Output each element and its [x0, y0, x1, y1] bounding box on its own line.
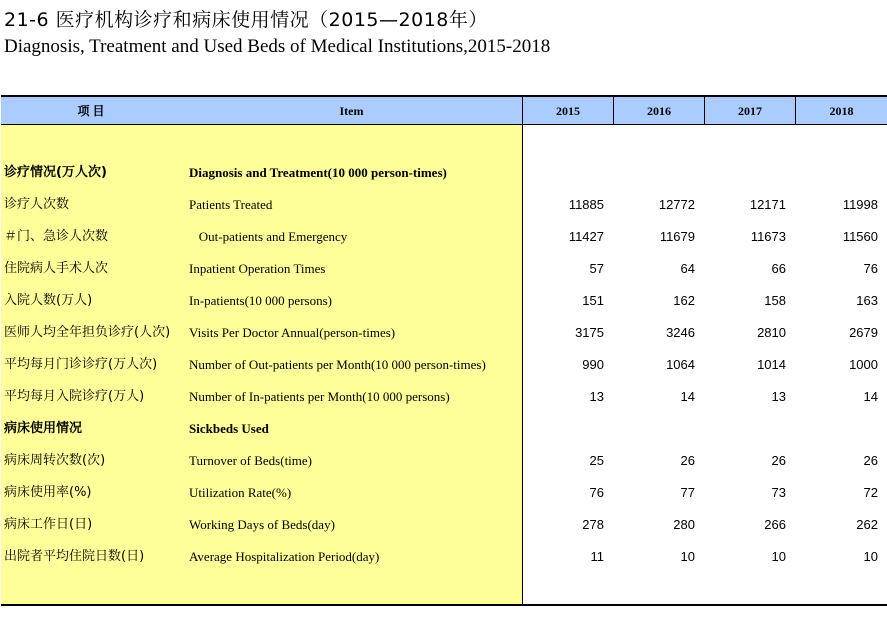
table-row — [1, 221, 887, 253]
value-cell-2018: 14 — [863, 389, 878, 404]
statistics-table — [1, 95, 887, 606]
value-cell-2015: 76 — [589, 485, 604, 500]
value-cell-2015: 13 — [589, 389, 604, 404]
value-cell-2016: 162 — [673, 293, 695, 308]
row-label-chinese: 病床周转次数(次) — [4, 453, 106, 468]
page-title-english: Diagnosis, Treatment and Used Beds of Medical Institutions,2015-2018 — [4, 36, 551, 57]
value-cell-2017: 2810 — [757, 325, 786, 340]
value-cell-2016 — [615, 413, 695, 445]
value-cell-2018 — [798, 413, 878, 445]
row-label-chinese: 诊疗人次数 — [4, 197, 70, 212]
row-label-chinese: 出院者平均住院日数(日) — [4, 549, 145, 564]
value-cell-2017: 158 — [764, 293, 786, 308]
value-cell-2017 — [706, 413, 786, 445]
table-header — [1, 95, 887, 125]
table-row — [1, 189, 887, 221]
value-cell-2018: 26 — [863, 453, 878, 468]
row-label-english: Visits Per Doctor Annual(person-times) — [189, 325, 396, 340]
value-cell-2017: 1014 — [757, 357, 786, 372]
table-row — [1, 509, 887, 541]
value-cell-2016: 64 — [680, 261, 695, 276]
row-label-english: In-patients(10 000 persons) — [189, 293, 332, 308]
value-cell-2016: 10 — [680, 549, 695, 564]
row-label-english: Utilization Rate(%) — [189, 485, 292, 500]
row-label-chinese: 入院人数(万人) — [4, 293, 93, 308]
row-label-english: Inpatient Operation Times — [189, 261, 326, 276]
table-bottom-rule — [1, 604, 887, 606]
row-label-chinese: 病床工作日(日) — [4, 517, 93, 532]
row-label-english: Turnover of Beds(time) — [189, 453, 313, 468]
value-cell-2017: 11673 — [750, 229, 786, 244]
value-cell-2016: 11679 — [659, 229, 695, 244]
value-cell-2016: 280 — [673, 517, 695, 532]
value-cell-2018: 11560 — [842, 229, 878, 244]
value-cell-2015: 990 — [582, 357, 604, 372]
table-row — [1, 253, 887, 285]
value-cell-2015: 11427 — [568, 229, 604, 244]
header-item-english: Item — [339, 104, 364, 118]
value-cell-2016 — [615, 157, 695, 189]
value-cell-2018: 1000 — [849, 357, 878, 372]
table-row — [1, 285, 887, 317]
value-cell-2016: 26 — [680, 453, 695, 468]
value-cell-2015: 57 — [589, 261, 604, 276]
value-cell-2018: 262 — [856, 517, 878, 532]
value-cell-2015: 3175 — [575, 325, 604, 340]
table-row — [1, 445, 887, 477]
table-row — [1, 157, 887, 189]
value-cell-2016: 77 — [680, 485, 695, 500]
table-row — [1, 413, 887, 445]
row-label-chinese: 病床使用情况 — [4, 421, 83, 436]
table-row — [1, 477, 887, 509]
row-label-chinese: ＃门、急诊人次数 — [4, 229, 109, 244]
value-cell-2018: 11998 — [842, 197, 878, 212]
header-item-chinese: 项 目 — [77, 104, 105, 118]
table-row — [1, 541, 887, 573]
value-cell-2016: 12772 — [658, 197, 695, 212]
value-cell-2018: 76 — [863, 261, 878, 276]
row-label-chinese: 医师人均全年担负诊疗(人次) — [4, 325, 171, 340]
value-cell-2018: 163 — [856, 293, 878, 308]
table-row — [1, 381, 887, 413]
value-cell-2018: 10 — [863, 549, 878, 564]
table-row — [1, 349, 887, 381]
value-cell-2018 — [798, 157, 878, 189]
value-cell-2015 — [524, 157, 604, 189]
row-label-english: Out-patients and Emergency — [189, 229, 348, 244]
value-cell-2015: 278 — [582, 517, 604, 532]
row-label-chinese: 病床使用率(%) — [4, 485, 92, 500]
value-cell-2015: 11885 — [568, 197, 604, 212]
row-label-english: Diagnosis and Treatment(10 000 person-times) — [189, 165, 447, 180]
header-year-2016: 2016 — [647, 104, 671, 118]
value-cell-2017: 13 — [771, 389, 786, 404]
row-label-english: Sickbeds Used — [189, 421, 269, 436]
row-label-english: Number of Out-patients per Month(10 000 person-times) — [189, 357, 486, 372]
value-cell-2017: 66 — [771, 261, 786, 276]
value-cell-2017: 10 — [771, 549, 786, 564]
value-cell-2017: 266 — [764, 517, 786, 532]
value-cell-2016: 3246 — [666, 325, 695, 340]
row-label-chinese: 住院病人手术人次 — [4, 261, 109, 276]
table-row — [1, 317, 887, 349]
value-cell-2016: 1064 — [666, 357, 695, 372]
row-label-english: Number of In-patients per Month(10 000 persons) — [189, 389, 450, 404]
value-cell-2016: 14 — [680, 389, 695, 404]
header-year-2015: 2015 — [556, 104, 580, 118]
value-cell-2015: 25 — [589, 453, 604, 468]
value-cell-2017: 73 — [771, 485, 786, 500]
value-cell-2017: 12171 — [749, 197, 786, 212]
value-cell-2018: 2679 — [849, 325, 878, 340]
header-year-2018: 2018 — [829, 104, 854, 118]
value-cell-2015 — [524, 413, 604, 445]
value-cell-2015: 11 — [590, 549, 604, 564]
value-cell-2017 — [706, 157, 786, 189]
page-title-chinese: 21-6 医疗机构诊疗和病床使用情况（2015—2018年） — [4, 9, 488, 31]
row-label-english: Working Days of Beds(day) — [189, 517, 335, 532]
header-year-2017: 2017 — [738, 104, 762, 118]
value-cell-2017: 26 — [771, 453, 786, 468]
row-label-chinese: 诊疗情况(万人次) — [4, 165, 107, 180]
row-label-english: Average Hospitalization Period(day) — [189, 549, 380, 564]
value-cell-2018: 72 — [863, 485, 878, 500]
row-label-chinese: 平均每月门诊诊疗(万人次) — [4, 357, 158, 372]
row-label-english: Patients Treated — [189, 197, 273, 212]
row-label-chinese: 平均每月入院诊疗(万人) — [4, 389, 145, 404]
value-cell-2015: 151 — [582, 293, 604, 308]
